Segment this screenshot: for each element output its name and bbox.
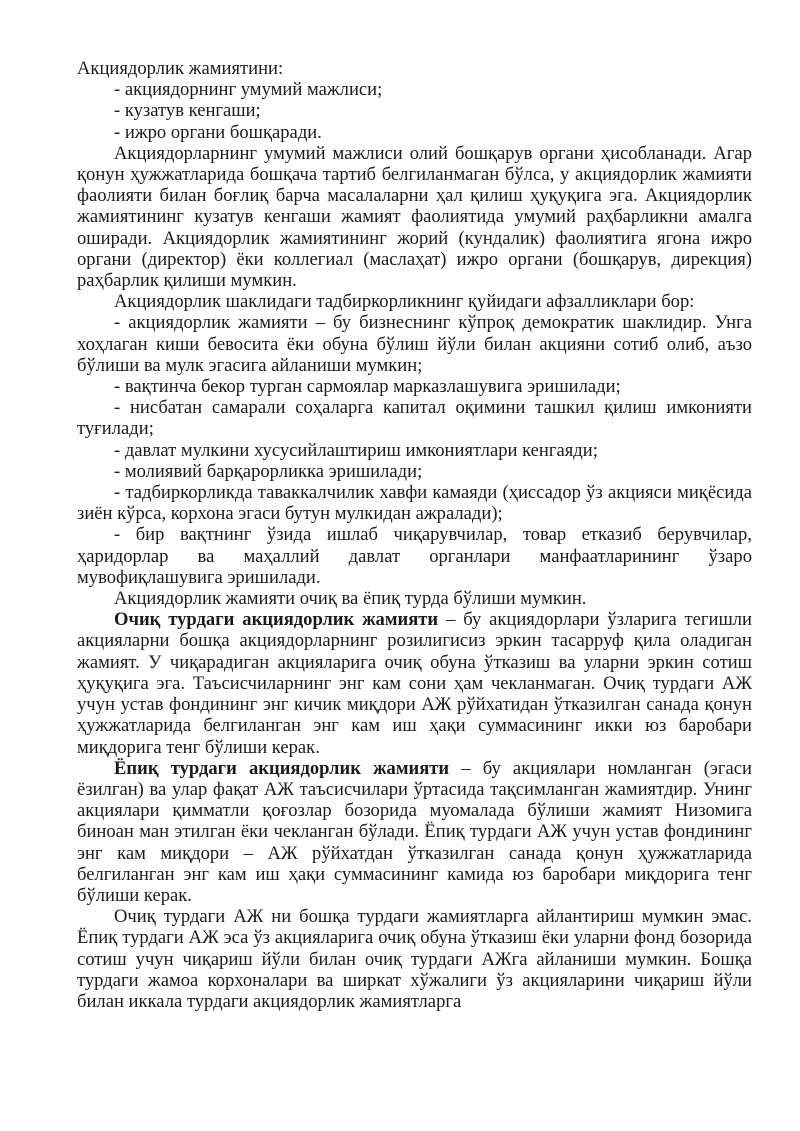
closed-type-definition: – бу акциялари номланган (эгаси ёзилган) ва улар фақат АЖ таъсисчилари ўртасида тақсимланган жамиятдир. Унинг акциялари қимматли қоғозлар бозорида муомалада бўлиши жамият Низомига биноан ман этилган ёки чекланган бўлади. Ёпиқ турдаги АЖ учун устав фондининг энг кам миқдори – АЖ рўйхатдан ўтказилган санада қонун ҳужжатларида белгиланган энг кам иш ҳақи суммасининг камида юз баробари миқдорига тенг бўлиши керак.	[77, 757, 752, 906]
list-item: - акциядорлик жамияти – бу бизнеснинг кўпроқ демократик шаклидир. Унга хоҳлаган киши бевосита ёки обуна бўлиш йўли билан акцияни сотиб олиб, аъзо бўлиши ва мулк эгасига айланиши мумкин;	[77, 312, 752, 376]
list-item: - кузатув кенгаши;	[114, 100, 261, 122]
advantages-list	[77, 312, 752, 588]
governance-paragraph: Акциядорларнинг умумий мажлиси олий бошқарув органи ҳисобланади. Агар қонун ҳужжатларида бошқача тартиб белгиланмаган бўлса, у акциядорлик жамияти фаолияти билан боғлиқ барча масалаларни ҳал қилиш ҳуқуқига эга. Акциядорлик жамиятининг кузатув кенгаши жамият фаолиятида умумий раҳбарликни амалга оширади. Акциядорлик жамиятининг жорий (кундалик) фаолиятига ягона ижро органи (директор) ёки коллегиал (маслаҳат) ижро органи (бошқарув, дирекция) раҳбарлик қилиши мумкин.	[77, 142, 752, 292]
list-item: - ижро органи бошқаради.	[114, 121, 322, 143]
open-type-definition: – бу акциядорлари ўзларига тегишли акцияларни бошқа акциядорларнинг розилигисиз эркин тасарруф қила оладиган жамият. У чиқарадиган акцияларига очиқ обуна ўтказиш ва уларни эркин сотиш ҳуқуқига эга. Таъсисчиларнинг энг кам сони ҳам чекланмаган. Очиқ турдаги АЖ учун устав фондининг энг кичик миқдори АЖ рўйхатидан ўтказилган санада қонун ҳужжатларида белгиланган энг кам иш ҳақи суммасининг икки юз баробари миқдорига тенг бўлиши керак.	[77, 609, 752, 758]
conversion-paragraph: Очиқ турдаги АЖ ни бошқа турдаги жамиятларга айлантириш мумкин эмас. Ёпиқ турдаги АЖ эса ўз акцияларига очиқ обуна ўтказиш ёки уларни фонд бозорида сотиш учун чиқариш йўли билан очиқ турдаги АЖга айланиши мумкин. Бошқа турдаги жамоа корхоналари ва ширкат хўжалиги ўз акцияларини чиқариш йўли билан иккала турдаги акциядорлик жамиятларга	[77, 906, 752, 1012]
closed-type-paragraph	[77, 758, 752, 906]
list-item: - бир вақтнинг ўзида ишлаб чиқарувчилар, товар етказиб берувчилар, ҳаридорлар ва маҳаллий давлат органлари манфаатларининг ўзаро мувофиқлашувига эришилади.	[77, 524, 752, 588]
document-page	[77, 58, 752, 1012]
open-type-term: Очиқ турдаги акциядорлик жамияти	[114, 609, 439, 631]
management-bodies-list	[77, 79, 752, 143]
list-item: - нисбатан самарали соҳаларга капитал оқимини ташкил қилиш имконияти туғилади;	[77, 397, 752, 440]
list-item: - вақтинча бекор турган сармоялар марказлашувига эришилади;	[114, 376, 621, 398]
list-item: - акциядорнинг умумий мажлиси;	[114, 79, 383, 101]
list-item: - тадбиркорликда таваккалчилик хавфи камаяди (ҳиссадор ўз акцияси миқёсида зиён кўрса, корхона эгаси бутун мулкидан ажралади);	[77, 482, 752, 525]
list-item: - молиявий барқарорликка эришилади;	[114, 460, 423, 482]
types-lead: Акциядорлик жамияти очиқ ва ёпиқ турда бўлиши мумкин.	[114, 588, 587, 610]
advantages-lead: Акциядорлик шаклидаги тадбиркорликнинг қуйидаги афзалликлари бор:	[114, 291, 695, 313]
list-item: - давлат мулкини хусусийлаштириш имкониятлари кенгаяди;	[114, 439, 598, 461]
closed-type-term: Ёпиқ турдаги акциядорлик жамияти	[114, 757, 450, 779]
open-type-paragraph	[77, 609, 752, 757]
intro-lead: Акциядорлик жамиятини:	[77, 58, 284, 79]
